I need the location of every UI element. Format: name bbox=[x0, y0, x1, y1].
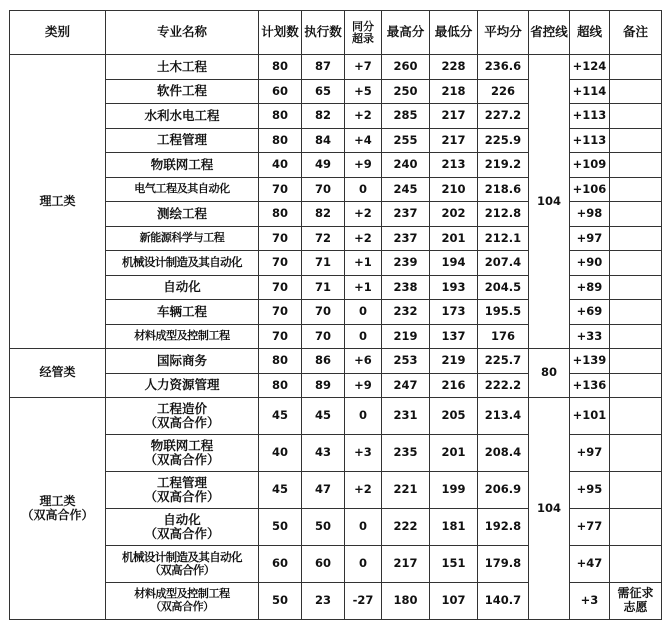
min-score-cell: 217 bbox=[430, 128, 478, 153]
plan-count-cell: 40 bbox=[259, 153, 302, 178]
over-line-cell: +101 bbox=[570, 398, 610, 435]
min-score-cell: 193 bbox=[430, 275, 478, 300]
executed-count-cell: 43 bbox=[302, 435, 345, 472]
major-name-cell bbox=[106, 177, 259, 202]
same-score-extra-cell: +2 bbox=[345, 226, 382, 251]
max-score-cell: 238 bbox=[382, 275, 430, 300]
over-line-cell: +77 bbox=[570, 509, 610, 546]
plan-count-cell: 45 bbox=[259, 472, 302, 509]
min-score-cell: 219 bbox=[430, 349, 478, 374]
max-score-cell: 240 bbox=[382, 153, 430, 178]
remark-cell bbox=[610, 546, 662, 583]
remark-cell bbox=[610, 202, 662, 227]
header-over-line: 超线 bbox=[570, 11, 610, 55]
over-line-cell: +109 bbox=[570, 153, 610, 178]
max-score-cell: 232 bbox=[382, 300, 430, 325]
plan-count-cell: 40 bbox=[259, 435, 302, 472]
remark-cell bbox=[610, 324, 662, 349]
over-line-cell: +69 bbox=[570, 300, 610, 325]
over-line-cell: +124 bbox=[570, 55, 610, 80]
header-control-line: 省控线 bbox=[529, 11, 570, 55]
remark-text: 志愿 bbox=[623, 600, 648, 614]
avg-score-cell: 212.8 bbox=[478, 202, 529, 227]
same-score-extra-cell: 0 bbox=[345, 398, 382, 435]
major-name-cell bbox=[106, 398, 259, 435]
executed-count-cell: 49 bbox=[302, 153, 345, 178]
remark-cell bbox=[610, 226, 662, 251]
same-score-extra-cell: 0 bbox=[345, 300, 382, 325]
same-score-extra-cell: 0 bbox=[345, 324, 382, 349]
major-name-cell bbox=[106, 104, 259, 129]
avg-score-cell: 176 bbox=[478, 324, 529, 349]
max-score-cell: 235 bbox=[382, 435, 430, 472]
control-line-cell: 80 bbox=[529, 349, 570, 398]
plan-count-cell: 70 bbox=[259, 177, 302, 202]
major-name-cell bbox=[106, 373, 259, 398]
executed-count-cell: 65 bbox=[302, 79, 345, 104]
category-cell bbox=[10, 398, 106, 620]
same-score-extra-cell: +7 bbox=[345, 55, 382, 80]
plan-count-cell: 80 bbox=[259, 373, 302, 398]
remark-cell bbox=[610, 349, 662, 374]
executed-count-cell: 47 bbox=[302, 472, 345, 509]
max-score-cell: 219 bbox=[382, 324, 430, 349]
max-score-cell: 245 bbox=[382, 177, 430, 202]
max-score-cell: 239 bbox=[382, 251, 430, 276]
plan-count-cell: 70 bbox=[259, 251, 302, 276]
remark-text: 需征求 bbox=[617, 586, 654, 601]
executed-count-cell: 23 bbox=[302, 583, 345, 620]
major-name-cell bbox=[106, 324, 259, 349]
remark-cell bbox=[610, 583, 662, 620]
min-score-cell: 173 bbox=[430, 300, 478, 325]
plan-count-cell: 70 bbox=[259, 226, 302, 251]
remark-cell bbox=[610, 509, 662, 546]
remark-cell bbox=[610, 177, 662, 202]
major-name-cell bbox=[106, 583, 259, 620]
avg-score-cell: 225.7 bbox=[478, 349, 529, 374]
major-name-cell bbox=[106, 300, 259, 325]
min-score-cell: 107 bbox=[430, 583, 478, 620]
same-score-extra-cell: +1 bbox=[345, 251, 382, 276]
category-label: 理工类 bbox=[39, 193, 76, 208]
major-name-cell bbox=[106, 546, 259, 583]
major-name-cell bbox=[106, 251, 259, 276]
min-score-cell: 205 bbox=[430, 398, 478, 435]
header-same-score-line1: 同分 bbox=[352, 19, 374, 33]
avg-score-cell: 206.9 bbox=[478, 472, 529, 509]
header-same-score-line2: 超录 bbox=[352, 31, 374, 45]
over-line-cell: +97 bbox=[570, 435, 610, 472]
over-line-cell: +90 bbox=[570, 251, 610, 276]
plan-count-cell: 70 bbox=[259, 324, 302, 349]
min-score-cell: 199 bbox=[430, 472, 478, 509]
header-plan-count: 计划数 bbox=[259, 11, 302, 55]
major-name-cell bbox=[106, 153, 259, 178]
major-name: 机械设计制造及其自动化 bbox=[122, 549, 242, 564]
executed-count-cell: 50 bbox=[302, 509, 345, 546]
executed-count-cell: 82 bbox=[302, 104, 345, 129]
avg-score-cell: 192.8 bbox=[478, 509, 529, 546]
min-score-cell: 228 bbox=[430, 55, 478, 80]
major-name-cell bbox=[106, 509, 259, 546]
major-name: 自动化 bbox=[163, 279, 201, 295]
over-line-cell: +47 bbox=[570, 546, 610, 583]
remark-cell bbox=[610, 153, 662, 178]
avg-score-cell: 227.2 bbox=[478, 104, 529, 129]
over-line-cell: +106 bbox=[570, 177, 610, 202]
max-score-cell: 237 bbox=[382, 202, 430, 227]
max-score-cell: 247 bbox=[382, 373, 430, 398]
executed-count-cell: 45 bbox=[302, 398, 345, 435]
avg-score-cell: 219.2 bbox=[478, 153, 529, 178]
plan-count-cell: 70 bbox=[259, 300, 302, 325]
remark-cell bbox=[610, 275, 662, 300]
major-name-cell bbox=[106, 128, 259, 153]
table-row bbox=[10, 349, 662, 374]
major-name: 新能源科学与工程 bbox=[139, 230, 225, 244]
header-row bbox=[10, 11, 662, 55]
plan-count-cell: 50 bbox=[259, 509, 302, 546]
major-name: 国际商务 bbox=[156, 352, 207, 368]
remark-cell bbox=[610, 398, 662, 435]
min-score-cell: 218 bbox=[430, 79, 478, 104]
major-name-cell bbox=[106, 226, 259, 251]
min-score-cell: 201 bbox=[430, 435, 478, 472]
header-remark: 备注 bbox=[610, 11, 662, 55]
same-score-extra-cell: +2 bbox=[345, 202, 382, 227]
max-score-cell: 260 bbox=[382, 55, 430, 80]
header-min-score: 最低分 bbox=[430, 11, 478, 55]
executed-count-cell: 89 bbox=[302, 373, 345, 398]
remark-cell bbox=[610, 472, 662, 509]
major-name-cell bbox=[106, 349, 259, 374]
header-executed-count: 执行数 bbox=[302, 11, 345, 55]
major-name: 工程管理 bbox=[156, 474, 207, 490]
avg-score-cell: 226 bbox=[478, 79, 529, 104]
avg-score-cell: 213.4 bbox=[478, 398, 529, 435]
min-score-cell: 202 bbox=[430, 202, 478, 227]
over-line-cell: +89 bbox=[570, 275, 610, 300]
max-score-cell: 231 bbox=[382, 398, 430, 435]
major-name: 工程管理 bbox=[156, 132, 207, 148]
executed-count-cell: 86 bbox=[302, 349, 345, 374]
control-line-cell: 104 bbox=[529, 55, 570, 349]
min-score-cell: 210 bbox=[430, 177, 478, 202]
same-score-extra-cell: +2 bbox=[345, 472, 382, 509]
major-name: （双高合作） bbox=[144, 526, 220, 541]
over-line-cell: +114 bbox=[570, 79, 610, 104]
remark-cell bbox=[610, 55, 662, 80]
avg-score-cell: 222.2 bbox=[478, 373, 529, 398]
remark-cell bbox=[610, 300, 662, 325]
avg-score-cell: 207.4 bbox=[478, 251, 529, 276]
min-score-cell: 201 bbox=[430, 226, 478, 251]
major-name: （双高合作） bbox=[144, 452, 220, 467]
avg-score-cell: 208.4 bbox=[478, 435, 529, 472]
major-name: 电气工程及其自动化 bbox=[134, 181, 230, 195]
same-score-extra-cell: 0 bbox=[345, 546, 382, 583]
over-line-cell: +136 bbox=[570, 373, 610, 398]
header-major-name: 专业名称 bbox=[106, 11, 259, 55]
major-name: 材料成型及控制工程 bbox=[134, 328, 230, 342]
major-name: （双高合作） bbox=[150, 600, 214, 613]
major-name: 物联网工程 bbox=[150, 437, 214, 453]
same-score-extra-cell: +2 bbox=[345, 104, 382, 129]
header-same-score-extra bbox=[345, 11, 382, 55]
over-line-cell: +98 bbox=[570, 202, 610, 227]
same-score-extra-cell: +9 bbox=[345, 373, 382, 398]
max-score-cell: 180 bbox=[382, 583, 430, 620]
remark-cell bbox=[610, 251, 662, 276]
same-score-extra-cell: 0 bbox=[345, 177, 382, 202]
admission-score-table bbox=[9, 10, 662, 620]
plan-count-cell: 60 bbox=[259, 79, 302, 104]
same-score-extra-cell: +5 bbox=[345, 79, 382, 104]
major-name: 机械设计制造及其自动化 bbox=[122, 255, 242, 270]
same-score-extra-cell: +1 bbox=[345, 275, 382, 300]
max-score-cell: 217 bbox=[382, 546, 430, 583]
major-name-cell bbox=[106, 435, 259, 472]
same-score-extra-cell: +4 bbox=[345, 128, 382, 153]
max-score-cell: 250 bbox=[382, 79, 430, 104]
table-row bbox=[10, 55, 662, 80]
header-avg-score: 平均分 bbox=[478, 11, 529, 55]
plan-count-cell: 60 bbox=[259, 546, 302, 583]
header-max-score: 最高分 bbox=[382, 11, 430, 55]
over-line-cell: +139 bbox=[570, 349, 610, 374]
avg-score-cell: 204.5 bbox=[478, 275, 529, 300]
category-cell bbox=[10, 55, 106, 349]
over-line-cell: +95 bbox=[570, 472, 610, 509]
major-name-cell bbox=[106, 79, 259, 104]
avg-score-cell: 212.1 bbox=[478, 226, 529, 251]
major-name: 测绘工程 bbox=[156, 205, 207, 221]
executed-count-cell: 72 bbox=[302, 226, 345, 251]
executed-count-cell: 82 bbox=[302, 202, 345, 227]
max-score-cell: 222 bbox=[382, 509, 430, 546]
major-name: （双高合作） bbox=[149, 563, 215, 577]
plan-count-cell: 80 bbox=[259, 128, 302, 153]
remark-cell bbox=[610, 435, 662, 472]
same-score-extra-cell: -27 bbox=[345, 583, 382, 620]
avg-score-cell: 236.6 bbox=[478, 55, 529, 80]
max-score-cell: 221 bbox=[382, 472, 430, 509]
header-category: 类别 bbox=[10, 11, 106, 55]
plan-count-cell: 45 bbox=[259, 398, 302, 435]
executed-count-cell: 70 bbox=[302, 177, 345, 202]
plan-count-cell: 80 bbox=[259, 55, 302, 80]
category-label: 经管类 bbox=[39, 365, 76, 380]
major-name-cell bbox=[106, 472, 259, 509]
min-score-cell: 194 bbox=[430, 251, 478, 276]
category-cell bbox=[10, 349, 106, 398]
same-score-extra-cell: +9 bbox=[345, 153, 382, 178]
min-score-cell: 137 bbox=[430, 324, 478, 349]
remark-cell bbox=[610, 128, 662, 153]
max-score-cell: 237 bbox=[382, 226, 430, 251]
min-score-cell: 213 bbox=[430, 153, 478, 178]
major-name: 人力资源管理 bbox=[144, 377, 220, 393]
major-name: 软件工程 bbox=[156, 83, 207, 99]
category-label: （双高合作） bbox=[21, 507, 94, 522]
plan-count-cell: 80 bbox=[259, 349, 302, 374]
major-name-cell bbox=[106, 202, 259, 227]
executed-count-cell: 71 bbox=[302, 275, 345, 300]
major-name: 水利水电工程 bbox=[144, 107, 220, 123]
plan-count-cell: 80 bbox=[259, 104, 302, 129]
major-name-cell bbox=[106, 55, 259, 80]
min-score-cell: 181 bbox=[430, 509, 478, 546]
avg-score-cell: 195.5 bbox=[478, 300, 529, 325]
executed-count-cell: 60 bbox=[302, 546, 345, 583]
executed-count-cell: 84 bbox=[302, 128, 345, 153]
remark-cell bbox=[610, 373, 662, 398]
major-name: 土木工程 bbox=[156, 58, 207, 74]
avg-score-cell: 218.6 bbox=[478, 177, 529, 202]
over-line-cell: +3 bbox=[570, 583, 610, 620]
same-score-extra-cell: +3 bbox=[345, 435, 382, 472]
over-line-cell: +33 bbox=[570, 324, 610, 349]
max-score-cell: 285 bbox=[382, 104, 430, 129]
executed-count-cell: 87 bbox=[302, 55, 345, 80]
major-name: 材料成型及控制工程 bbox=[134, 587, 230, 601]
plan-count-cell: 80 bbox=[259, 202, 302, 227]
major-name: 工程造价 bbox=[156, 400, 207, 416]
max-score-cell: 255 bbox=[382, 128, 430, 153]
avg-score-cell: 179.8 bbox=[478, 546, 529, 583]
major-name: （双高合作） bbox=[144, 415, 220, 430]
remark-cell bbox=[610, 104, 662, 129]
over-line-cell: +113 bbox=[570, 104, 610, 129]
same-score-extra-cell: 0 bbox=[345, 509, 382, 546]
min-score-cell: 216 bbox=[430, 373, 478, 398]
major-name: 自动化 bbox=[163, 511, 201, 527]
avg-score-cell: 225.9 bbox=[478, 128, 529, 153]
executed-count-cell: 70 bbox=[302, 300, 345, 325]
table-row bbox=[10, 398, 662, 435]
major-name-cell bbox=[106, 275, 259, 300]
max-score-cell: 253 bbox=[382, 349, 430, 374]
major-name: 物联网工程 bbox=[150, 156, 214, 172]
executed-count-cell: 70 bbox=[302, 324, 345, 349]
plan-count-cell: 70 bbox=[259, 275, 302, 300]
same-score-extra-cell: +6 bbox=[345, 349, 382, 374]
min-score-cell: 217 bbox=[430, 104, 478, 129]
avg-score-cell: 140.7 bbox=[478, 583, 529, 620]
control-line-cell: 104 bbox=[529, 398, 570, 620]
remark-cell bbox=[610, 79, 662, 104]
min-score-cell: 151 bbox=[430, 546, 478, 583]
over-line-cell: +97 bbox=[570, 226, 610, 251]
category-label: 理工类 bbox=[39, 493, 76, 508]
admission-score-table-wrapper bbox=[9, 10, 661, 614]
plan-count-cell: 50 bbox=[259, 583, 302, 620]
executed-count-cell: 71 bbox=[302, 251, 345, 276]
major-name: 车辆工程 bbox=[156, 303, 207, 319]
major-name: （双高合作） bbox=[144, 489, 220, 504]
over-line-cell: +113 bbox=[570, 128, 610, 153]
